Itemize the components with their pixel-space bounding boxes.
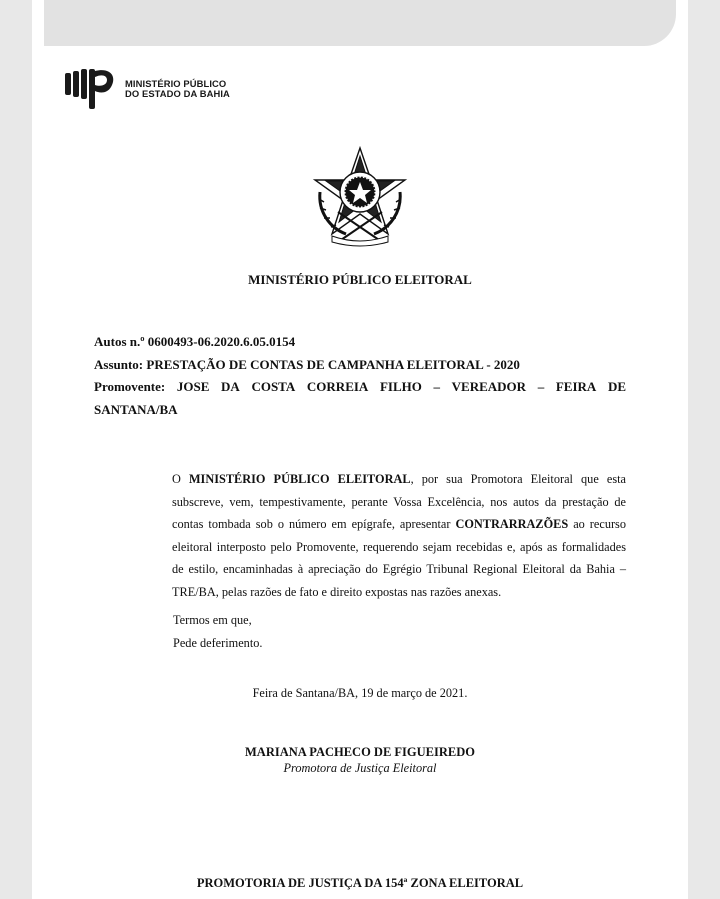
promovente-word: Promovente:	[94, 379, 166, 394]
mp-logo	[65, 67, 230, 111]
mp-logo-text	[125, 79, 230, 100]
p1-bold-ministerio: MINISTÉRIO PÚBLICO ELEITORAL	[188, 472, 411, 486]
promovente-word: –	[433, 379, 441, 394]
logo-line-2: DO ESTADO DA BAHIA	[125, 88, 230, 99]
p1-text-e: ao recurso eleitoral interposto pelo Promovente, requerendo sejam recebidas e, após as formalidades de estilo, encaminhadas à apreciação do Egrégio Tribunal Regional Eleitoral da Bahia – TRE/BA, pelas razões de fato e direito expostas nas razões anexas.	[172, 517, 626, 599]
closing-line-1: Termos em que,	[173, 613, 252, 627]
coat-of-arms-icon	[310, 146, 410, 248]
autos-line	[94, 331, 626, 354]
closing-block	[173, 609, 262, 654]
promovente-word: –	[537, 379, 545, 394]
document-page	[32, 0, 688, 899]
promovente-word: DE	[607, 379, 626, 394]
promovente-word: FEIRA	[555, 379, 597, 394]
signer-role: Promotora de Justiça Eleitoral	[283, 760, 437, 775]
p1-text-a: O	[172, 472, 189, 486]
logo-line-1: MINISTÉRIO PÚBLICO	[125, 77, 227, 89]
page-footer: PROMOTORIA DE JUSTIÇA DA 154ª ZONA ELEITORAL	[196, 876, 524, 890]
brazil-coat-of-arms	[310, 146, 410, 253]
closing-line-2: Pede deferimento.	[173, 635, 263, 650]
assunto-value: PRESTAÇÃO DE CONTAS DE CAMPANHA ELEITORAL - 2020	[146, 356, 520, 372]
body-paragraph	[94, 468, 626, 604]
signature-block	[32, 745, 688, 776]
autos-value: 0600493-06.2020.6.05.0154	[147, 334, 296, 349]
p1-text-c: , por sua Promotora Eleitoral que esta subscreve, vem, tempestivamente, perante Vossa Excelência, nos autos da prestação de contas tombada sob o número em epígrafe, apresentar	[172, 472, 626, 532]
date-line: Feira de Santana/BA, 19 de março de 2021.	[252, 686, 468, 700]
promovente-word: CORREIA	[306, 379, 369, 394]
promovente-line	[94, 376, 626, 399]
promovente-continuation: SANTANA/BA	[94, 401, 178, 417]
promovente-word: DA	[221, 379, 240, 394]
assunto-label: Assunto:	[94, 356, 144, 372]
p1-bold-contrarrazoes: CONTRARRAZÕES	[455, 517, 569, 532]
promovente-word: VEREADOR	[451, 379, 527, 394]
autos-label: Autos n.º	[94, 334, 145, 349]
assunto-line	[94, 354, 626, 377]
case-metadata	[94, 331, 626, 421]
mp-logo-icon	[65, 67, 117, 111]
document-title: MINISTÉRIO PÚBLICO ELEITORAL	[248, 272, 472, 287]
promovente-word: COSTA	[251, 379, 296, 394]
promovente-word: FILHO	[379, 379, 422, 394]
page-top-bar	[44, 0, 676, 46]
signer-name: MARIANA PACHECO DE FIGUEIREDO	[245, 745, 475, 759]
promovente-word: JOSE	[176, 379, 210, 394]
